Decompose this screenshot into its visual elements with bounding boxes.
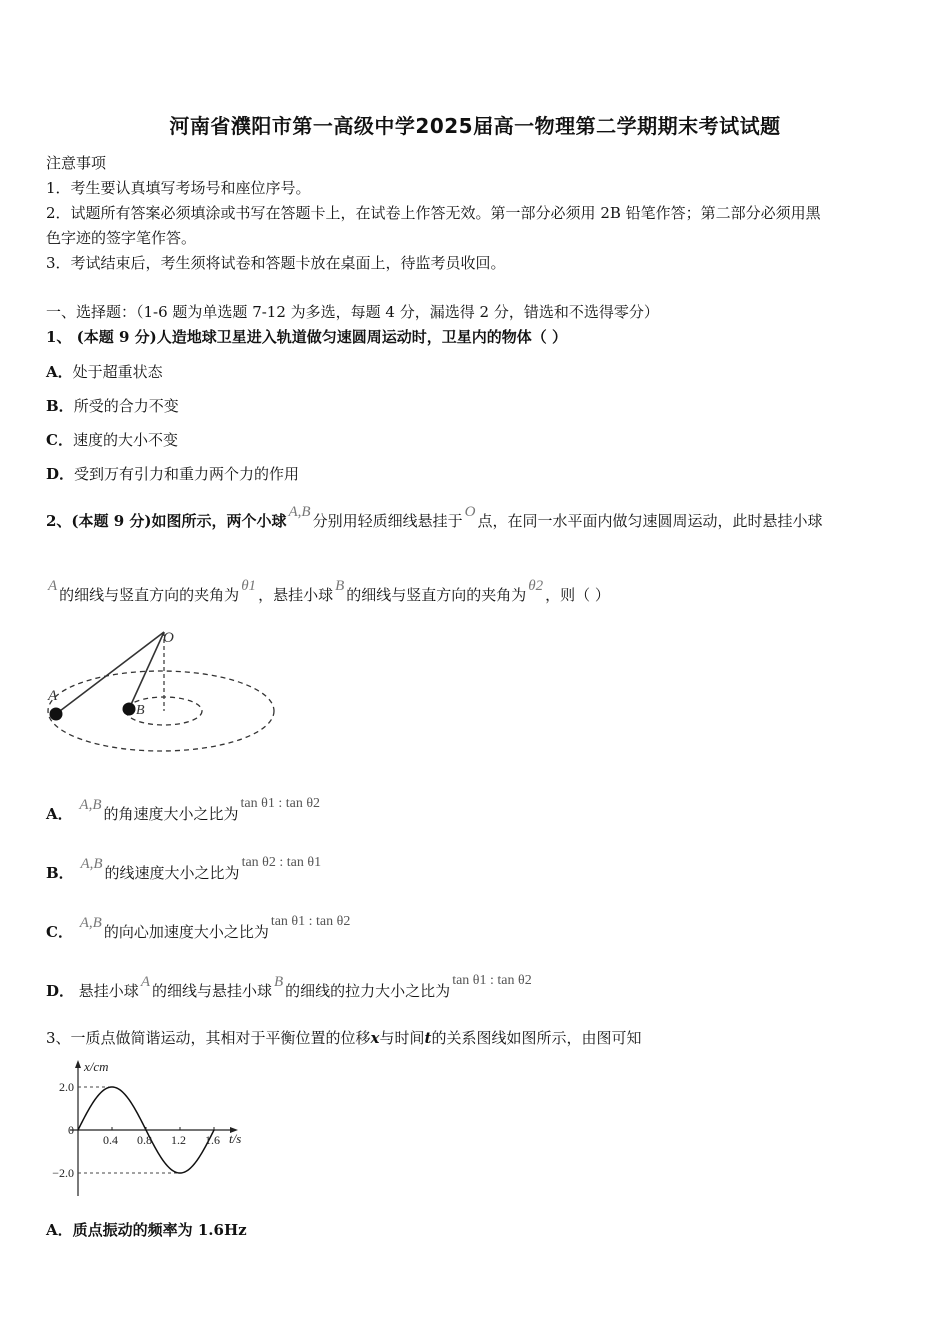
math-ratio: tan θ1 : tan θ2 xyxy=(452,973,532,988)
q3-stem-text: 的关系图线如图所示，由图可知 xyxy=(431,1029,642,1047)
q2-stem xyxy=(46,504,823,531)
q2-stem-text: ，则（ ） xyxy=(545,586,610,604)
option-letter: A． xyxy=(46,1221,73,1239)
q2-stem-text: 分别用轻质细线悬挂于 xyxy=(312,512,463,530)
y-tick-label: −2.0 xyxy=(52,1166,74,1180)
option-text: 速度的大小不变 xyxy=(72,431,178,449)
option-text: 的向心加速度大小之比为 xyxy=(103,923,269,941)
q1-option-d xyxy=(46,463,299,484)
label-b: B xyxy=(136,703,145,718)
option-text: 的细线与悬挂小球 xyxy=(151,982,272,1000)
math-symbol: A,B xyxy=(79,797,102,813)
label-o: O xyxy=(163,630,174,646)
option-text: 的线速度大小之比为 xyxy=(104,864,240,882)
q2-stem-text: ，悬挂小球 xyxy=(258,586,334,604)
math-ratio: tan θ2 : tan θ1 xyxy=(241,855,322,870)
y-axis-label: x/cm xyxy=(84,1059,109,1074)
math-symbol: t xyxy=(424,1029,432,1047)
option-letter: A． xyxy=(46,805,73,823)
q3-stem-text: 与时间 xyxy=(379,1029,425,1047)
label-a: A xyxy=(48,688,58,704)
notice-item: 2．试题所有答案必须填涂或书写在答题卡上，在试卷上作答无效。第一部分必须用 2B 铅笔作答；第二部分必须用黑 xyxy=(46,204,821,222)
q2-stem-text: 点，在同一水平面内做匀速圆周运动，此时悬挂小球 xyxy=(477,512,823,530)
q2-stem-text: 2、(本题 9 分)如图所示，两个小球 xyxy=(46,512,287,530)
option-letter: D． xyxy=(46,465,75,483)
y-tick-label: 0 xyxy=(68,1123,74,1137)
math-symbol: A xyxy=(48,578,58,594)
option-text: 悬挂小球 xyxy=(78,982,139,1000)
x-tick-label: 0.4 xyxy=(103,1133,118,1147)
x-tick-label: 1.2 xyxy=(171,1133,186,1147)
math-symbol: x xyxy=(370,1029,380,1047)
option-letter: B． xyxy=(46,864,74,882)
option-text: 所受的合力不变 xyxy=(73,397,179,415)
page-title: 河南省濮阳市第一高级中学2025届高一物理第二学期期末考试试题 xyxy=(169,114,781,138)
math-symbol: A xyxy=(140,974,150,990)
option-letter: A． xyxy=(46,363,73,381)
q2-stem-text: 的细线与竖直方向的夹角为 xyxy=(59,586,240,604)
q2-option-d xyxy=(46,973,534,1001)
option-text: 质点振动的频率为 1.6Hz xyxy=(72,1221,247,1239)
option-text: 的角速度大小之比为 xyxy=(103,805,239,823)
ball-a xyxy=(50,708,63,721)
notice-heading: 注意事项 xyxy=(46,154,107,172)
option-letter: B． xyxy=(46,397,74,415)
string-a xyxy=(56,632,164,714)
option-letter: C． xyxy=(46,431,73,449)
option-letter: D． xyxy=(46,982,75,1000)
math-ratio: tan θ1 : tan θ2 xyxy=(240,796,321,811)
math-symbol: θ1 xyxy=(241,578,257,594)
option-letter: C． xyxy=(46,923,73,941)
displacement-time-chart xyxy=(44,1058,264,1198)
q2-option-c xyxy=(46,914,352,942)
q2-option-b xyxy=(46,855,323,883)
y-tick-label: 2.0 xyxy=(59,1080,74,1094)
q1-option-a xyxy=(46,361,163,382)
math-symbol: O xyxy=(464,504,476,520)
math-symbol: B xyxy=(335,578,345,594)
math-symbol: B xyxy=(274,974,284,990)
math-ratio: tan θ1 : tan θ2 xyxy=(270,914,351,929)
option-text: 受到万有引力和重力两个力的作用 xyxy=(74,465,300,483)
q3-stem xyxy=(46,1027,641,1048)
q2-option-a xyxy=(46,796,322,824)
q3-stem-text: 3、一质点做简谐运动，其相对于平衡位置的位移 xyxy=(46,1029,371,1047)
option-text: 的细线的拉力大小之比为 xyxy=(285,982,451,1000)
ball-b xyxy=(123,703,136,716)
q2-stem-text: 的细线与竖直方向的夹角为 xyxy=(346,586,527,604)
y-axis-arrow xyxy=(75,1060,81,1068)
math-symbol: θ2 xyxy=(528,578,544,594)
notice-item: 1．考生要认真填写考场号和座位序号。 xyxy=(46,179,311,197)
x-tick-label: 1.6 xyxy=(205,1133,220,1147)
q1-stem: 1、 (本题 9 分)人造地球卫星进入轨道做匀速圆周运动时，卫星内的物体（ ） xyxy=(46,328,567,346)
notice-item: 3．考试结束后，考生须将试卷和答题卡放在桌面上，待监考员收回。 xyxy=(46,254,506,272)
section-heading: 一、选择题：（1-6 题为单选题 7-12 为多选，每题 4 分，漏选得 2 分，错选和不选得零分） xyxy=(46,303,659,321)
option-text: 处于超重状态 xyxy=(72,363,163,381)
conical-pendulum-diagram xyxy=(44,624,280,756)
math-symbol: A,B xyxy=(79,915,102,931)
q3-option-a xyxy=(46,1219,247,1240)
q1-option-c xyxy=(46,429,178,450)
math-symbol: A,B xyxy=(288,504,311,520)
notice-item: 色字迹的签字笔作答。 xyxy=(46,229,197,247)
x-tick-label: 0.8 xyxy=(137,1133,152,1147)
q1-option-b xyxy=(46,395,179,416)
x-axis-label: t/s xyxy=(229,1131,242,1146)
orbit-a-path xyxy=(48,671,274,751)
math-symbol: A,B xyxy=(80,856,103,872)
q2-stem-line2 xyxy=(46,578,610,605)
